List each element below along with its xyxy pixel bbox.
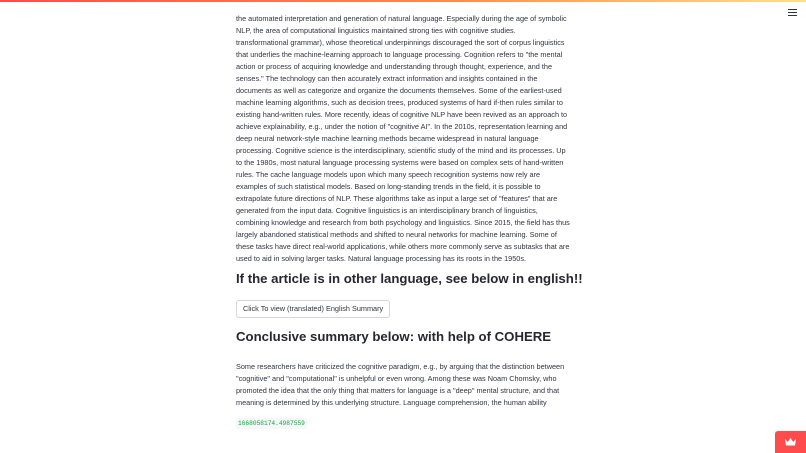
- summary-heading: Conclusive summary below: with help of COHERE: [236, 329, 552, 344]
- hamburger-menu-icon: [788, 9, 797, 11]
- summary-block: [236, 361, 570, 409]
- timestamp-code: 1668058174.4987559: [238, 420, 305, 427]
- translated-summary-button[interactable]: Click To view (translated) English Summary: [236, 300, 390, 318]
- article-block: [236, 13, 570, 265]
- hamburger-menu-icon-line: [788, 12, 797, 14]
- crown-icon: [784, 437, 797, 447]
- main-menu-button[interactable]: [788, 7, 800, 17]
- top-decoration-bar: [0, 0, 806, 2]
- article-text: the automated interpretation and generation of natural language. Especially during the age of symbolic NLP, the area of computational linguistics maintained strong ties with cognitive studies. transformational grammar), whose theoretical underpinnings discouraged the sort of corpus linguistics that underlies the machine-learning approach to language processing. Cognition refers to "the mental action or process of acquiring knowledge and understanding through thought, experience, and the senses." The technology can then accurately extract information and insights contained in the documents as well as categorize and organize the documents themselves. Some of the earliest-used machine learning algorithms, such as decision trees, produced systems of hard if-then rules similar to existing hand-written rules. More recently, ideas of cognitive NLP have been revived as an approach to achieve explainability, e.g., under the notion of "cognitive AI". In the 2010s, representation learning and deep neural network-style machine learning methods became widespread in natural language processing. Cognitive science is the interdisciplinary, scientific study of the mind and its processes. Up to the 1980s, most natural language processing systems were based on complex sets of hand-written rules. The cache language models upon which many speech recognition systems now rely are examples of such statistical models. Based on long-standing trends in the field, it is possible to extrapolate future directions of NLP. These algorithms take as input a large set of "features" that are generated from the input data. Cognitive linguistics is an interdisciplinary branch of linguistics, combining knowledge and research from both psychology and linguistics. Since 2015, the field has thus largely abandoned statistical methods and shifted to neural networks for machine learning. Some of these tasks have direct real-world applications, while others more commonly serve as subtasks that are used to aid in solving larger tasks. Natural language processing has its roots in the 1950s.: [236, 14, 570, 263]
- translation-heading: If the article is in other language, see below in english!!: [236, 271, 583, 286]
- summary-text: Some researchers have criticized the cognitive paradigm, e.g., by arguing that the distinction between "cognitive" and "computational" is unhelpful or even wrong. Among these was Noam Chomsky, who promoted the idea that the only thing that matters for language is a "deep" mental structure, and that meaning is determined by this underlying structure. Language comprehension, the human ability: [236, 362, 565, 407]
- hosted-app-badge[interactable]: [775, 431, 806, 453]
- hamburger-menu-icon-line: [788, 15, 797, 17]
